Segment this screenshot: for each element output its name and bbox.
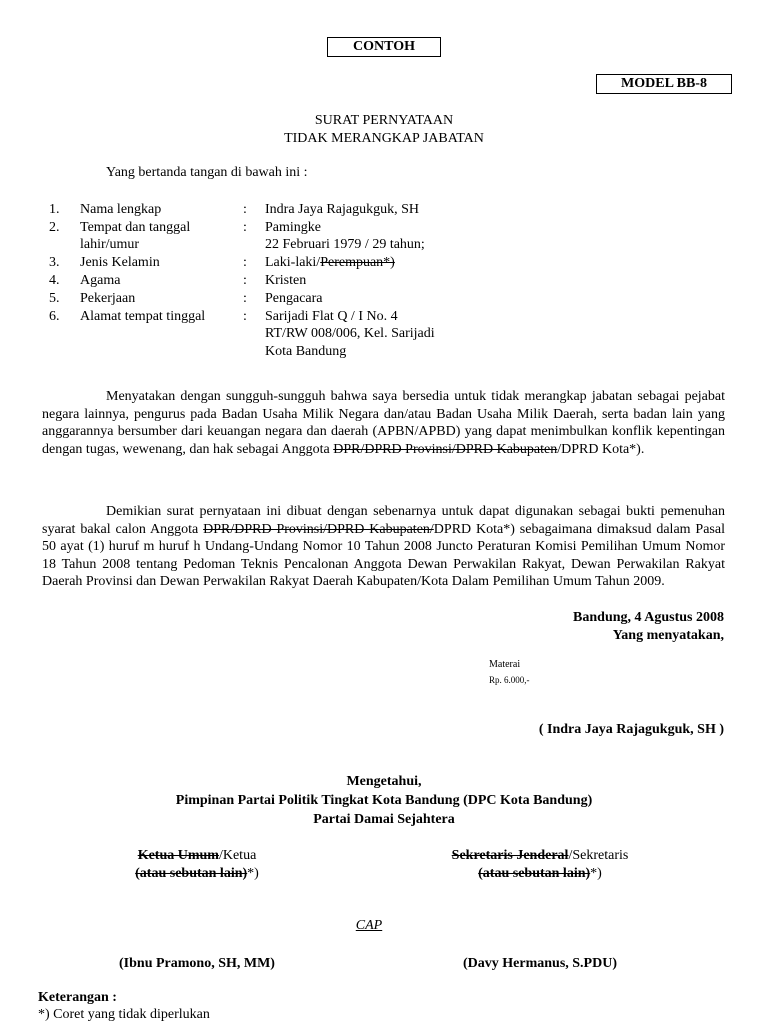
item-value: Kristen bbox=[265, 273, 307, 288]
item-label: Nama lengkap bbox=[80, 202, 162, 217]
item-label: Tempat dan tanggal bbox=[80, 220, 191, 235]
party-name: Partai Damai Sejahtera bbox=[313, 812, 455, 827]
right-signatory-name: (Davy Hermanus, S.PDU) bbox=[463, 956, 617, 971]
title-line-1: SURAT PERNYATAAN bbox=[314, 113, 454, 128]
notes-item: *) Coret yang tidak diperlukan bbox=[38, 1007, 210, 1022]
left-title-rest: /Ketua bbox=[218, 848, 257, 863]
item-value-cont: RT/RW 008/006, Kel. Sarijadi bbox=[265, 326, 435, 341]
item-colon: : bbox=[243, 255, 247, 270]
left-title-struck: Ketua Umum bbox=[137, 848, 219, 863]
item-number: 5. bbox=[49, 291, 60, 306]
model-label: MODEL BB-8 bbox=[596, 74, 732, 94]
document-title bbox=[0, 112, 768, 148]
closing-text: Demikian surat pernyataan ini dibuat dengan sebenarnya untuk dapat digunakan sebagai bukti pemenuhan syarat bakal calon Anggota bbox=[42, 504, 725, 537]
statement-paragraph bbox=[42, 388, 725, 458]
closing-struck: DPR/DPRD Provinsi/DPRD Kabupaten/ bbox=[203, 521, 434, 537]
item-value: Sarijadi Flat Q / I No. 4 bbox=[265, 309, 398, 324]
right-signatory-alt bbox=[420, 866, 660, 882]
stamp-duty-label: Materai bbox=[489, 659, 521, 670]
item-colon: : bbox=[243, 309, 247, 324]
item-value-cont: Kota Bandung bbox=[265, 344, 347, 359]
item-label: Pekerjaan bbox=[80, 291, 136, 306]
left-signatory-name: (Ibnu Pramono, SH, MM) bbox=[119, 956, 275, 971]
statement-struck: DPR/DPRD Provinsi/DPRD Kabupaten bbox=[333, 441, 558, 457]
stamp-duty-value: Rp. 6.000,- bbox=[489, 675, 530, 685]
item-label: Alamat tempat tinggal bbox=[80, 309, 206, 324]
item-number: 3. bbox=[49, 255, 60, 270]
item-label: Jenis Kelamin bbox=[80, 255, 160, 270]
notes-heading: Keterangan : bbox=[38, 990, 117, 1005]
signatory-role: Yang menyatakan, bbox=[612, 628, 724, 643]
item-number: 2. bbox=[49, 220, 60, 235]
stamp-label: CAP bbox=[355, 918, 383, 933]
right-alt-struck: (atau sebutan lain) bbox=[478, 866, 591, 881]
gender-value: Laki-laki/ bbox=[265, 255, 321, 270]
closing-paragraph bbox=[42, 503, 725, 591]
item-value: Indra Jaya Rajagukguk, SH bbox=[265, 202, 419, 217]
approval-authority: Pimpinan Partai Politik Tingkat Kota Bandung (DPC Kota Bandung) bbox=[175, 793, 593, 808]
place-date: Bandung, 4 Agustus 2008 bbox=[573, 610, 724, 625]
right-title-rest: /Sekretaris bbox=[568, 848, 629, 863]
contoh-label: CONTOH bbox=[327, 37, 441, 57]
right-title-struck: Sekretaris Jenderal bbox=[451, 848, 569, 863]
intro-text: Yang bertanda tangan di bawah ini : bbox=[106, 165, 308, 180]
item-label-cont: lahir/umur bbox=[80, 237, 140, 252]
item-number: 6. bbox=[49, 309, 60, 324]
left-alt-rest: *) bbox=[247, 866, 259, 881]
closing-tail: DPRD Kota*) sebagaimana dimaksud dalam Pasal 50 ayat (1) huruf m huruf h Undang-Undang Nomor 10 Tahun 2008 Juncto Peraturan Komisi Pemilihan Umum Nomor 18 Tahun 2008 tentang Pedoman Teknis Pencalonan Anggota Dewan Perwakilan Rakyat, Dewan Perwakilan Rakyat Daerah Provinsi dan Dewan Perwakilan Rakyat Daerah Kabupaten/Kota Dalam Pemilihan Umum Tahun 2009. bbox=[42, 521, 725, 589]
item-value-cont: 22 Februari 1979 / 29 tahun; bbox=[265, 237, 425, 252]
gender-struck: Perempuan*) bbox=[320, 255, 395, 270]
statement-tail: /DPRD Kota*). bbox=[557, 441, 645, 457]
item-label: Agama bbox=[80, 273, 121, 288]
item-number: 1. bbox=[49, 202, 60, 217]
signatory-name: ( Indra Jaya Rajagukguk, SH ) bbox=[538, 722, 724, 737]
statement-text: Menyatakan dengan sungguh-sungguh bahwa saya bersedia untuk tidak merangkap jabatan sebagai pejabat negara lainnya, pengurus pada Badan Usaha Milik Negara dan/atau Badan Usaha Milik Daerah, serta badan lain yang anggarannya bersumber dari keuangan negara dan daerah (APBN/APBD) yang dapat menimbulkan konflik kepentingan dengan tugas, wewenang, dan hak sebagai Anggota bbox=[42, 389, 725, 457]
item-colon: : bbox=[243, 291, 247, 306]
item-number: 4. bbox=[49, 273, 60, 288]
left-signatory-title bbox=[92, 848, 302, 864]
approval-heading: Mengetahui, bbox=[346, 774, 422, 789]
right-signatory-title bbox=[420, 848, 660, 864]
left-signatory-alt bbox=[92, 866, 302, 882]
item-value: Pamingke bbox=[265, 220, 321, 235]
right-alt-rest: *) bbox=[590, 866, 602, 881]
item-colon: : bbox=[243, 273, 247, 288]
item-colon: : bbox=[243, 202, 247, 217]
item-colon: : bbox=[243, 220, 247, 235]
item-value bbox=[265, 255, 395, 271]
left-alt-struck: (atau sebutan lain) bbox=[135, 866, 248, 881]
item-value: Pengacara bbox=[265, 291, 323, 306]
title-line-2: TIDAK MERANGKAP JABATAN bbox=[284, 131, 484, 146]
